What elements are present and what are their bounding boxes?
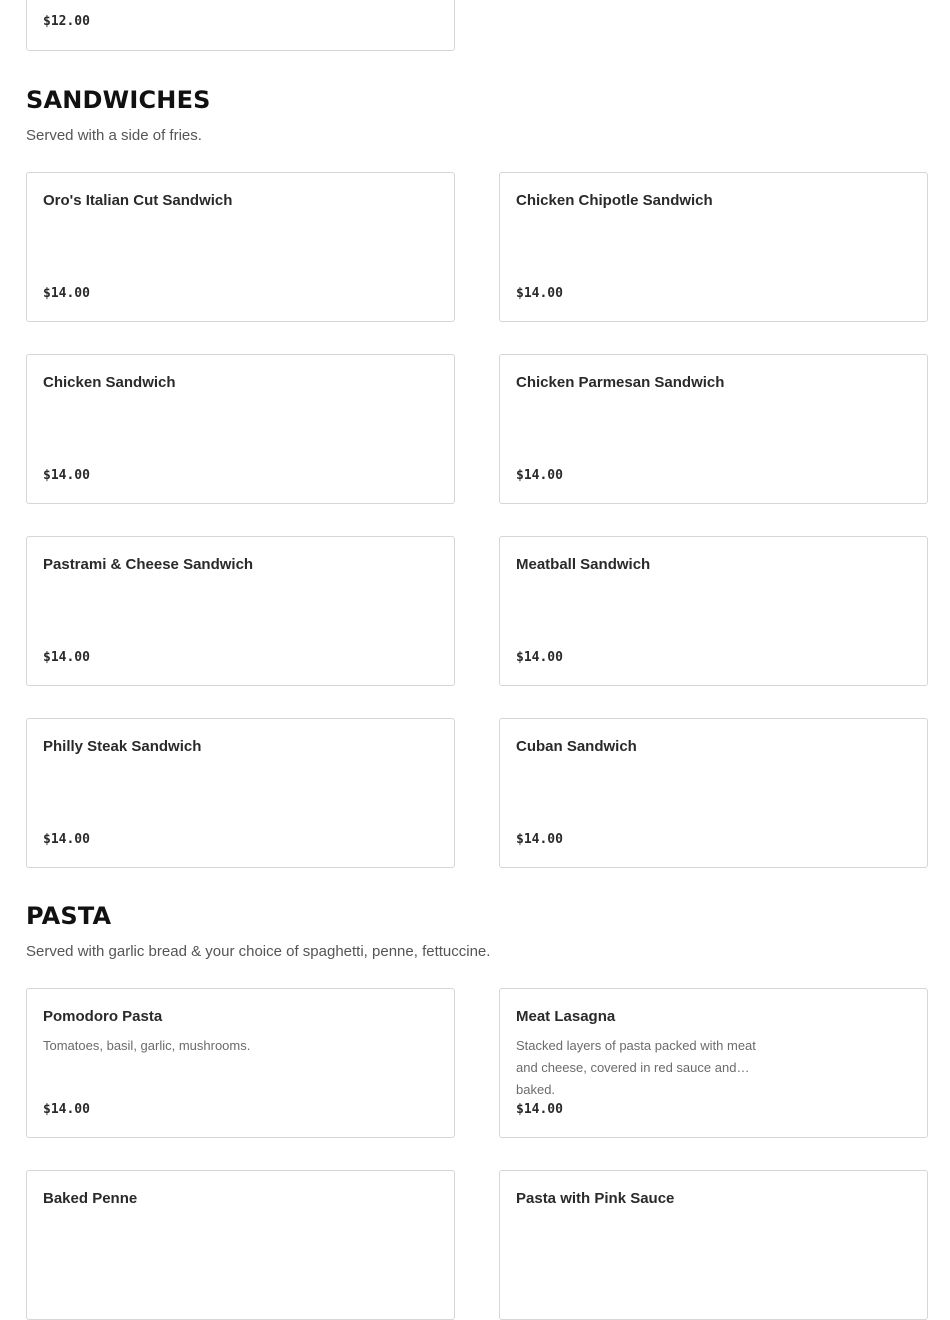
item-name: Chicken Chipotle Sandwich bbox=[516, 192, 713, 209]
item-name: Pasta with Pink Sauce bbox=[516, 1190, 675, 1207]
item-name: Pomodoro Pasta bbox=[43, 1008, 163, 1025]
menu-item-card[interactable] bbox=[26, 354, 455, 504]
menu-item-card[interactable] bbox=[499, 536, 928, 686]
item-description: Tomatoes, basil, garlic, mushrooms. bbox=[43, 1038, 251, 1053]
menu-item-card[interactable] bbox=[26, 0, 455, 51]
item-description: Stacked layers of pasta packed with meat and cheese, covered in red sauce and baked. bbox=[516, 1038, 756, 1097]
item-price: $14.00 bbox=[516, 650, 563, 665]
item-name: Chicken Parmesan Sandwich bbox=[516, 374, 725, 391]
item-price: $14.00 bbox=[516, 468, 563, 483]
item-name: Baked Penne bbox=[43, 1190, 138, 1207]
item-price: $14.00 bbox=[43, 832, 90, 847]
item-name: Meat Lasagna bbox=[516, 1008, 616, 1025]
item-price: $14.00 bbox=[43, 286, 90, 301]
menu-item-card[interactable] bbox=[499, 1170, 928, 1320]
item-name: Oro's Italian Cut Sandwich bbox=[43, 192, 233, 209]
menu-item-card[interactable] bbox=[26, 718, 455, 868]
menu-item-card[interactable] bbox=[499, 354, 928, 504]
menu-item-card[interactable] bbox=[26, 536, 455, 686]
item-price: $14.00 bbox=[516, 286, 563, 301]
item-name: Cuban Sandwich bbox=[516, 738, 637, 755]
item-name: Meatball Sandwich bbox=[516, 556, 651, 573]
item-price: $14.00 bbox=[516, 1102, 563, 1117]
section-subtitle-sandwiches: Served with a side of fries. bbox=[26, 127, 202, 144]
item-name: Philly Steak Sandwich bbox=[43, 738, 202, 755]
item-name: Chicken Sandwich bbox=[43, 374, 176, 391]
menu-item-card[interactable] bbox=[499, 172, 928, 322]
item-price: $14.00 bbox=[43, 468, 90, 483]
section-title-pasta: PASTA bbox=[26, 902, 112, 930]
item-name: Pastrami & Cheese Sandwich bbox=[43, 556, 254, 573]
menu-item-card[interactable] bbox=[499, 718, 928, 868]
menu-item-card[interactable] bbox=[26, 988, 455, 1138]
item-price: $14.00 bbox=[43, 650, 90, 665]
menu-item-card[interactable] bbox=[499, 988, 928, 1138]
menu-item-card[interactable] bbox=[26, 172, 455, 322]
section-subtitle-pasta: Served with garlic bread & your choice of spaghetti, penne, fettuccine. bbox=[26, 943, 491, 960]
item-price: $12.00 bbox=[43, 14, 90, 29]
item-price: $14.00 bbox=[43, 1102, 90, 1117]
section-title-sandwiches: SANDWICHES bbox=[26, 86, 211, 114]
item-price: $14.00 bbox=[516, 832, 563, 847]
menu-item-card[interactable] bbox=[26, 1170, 455, 1320]
